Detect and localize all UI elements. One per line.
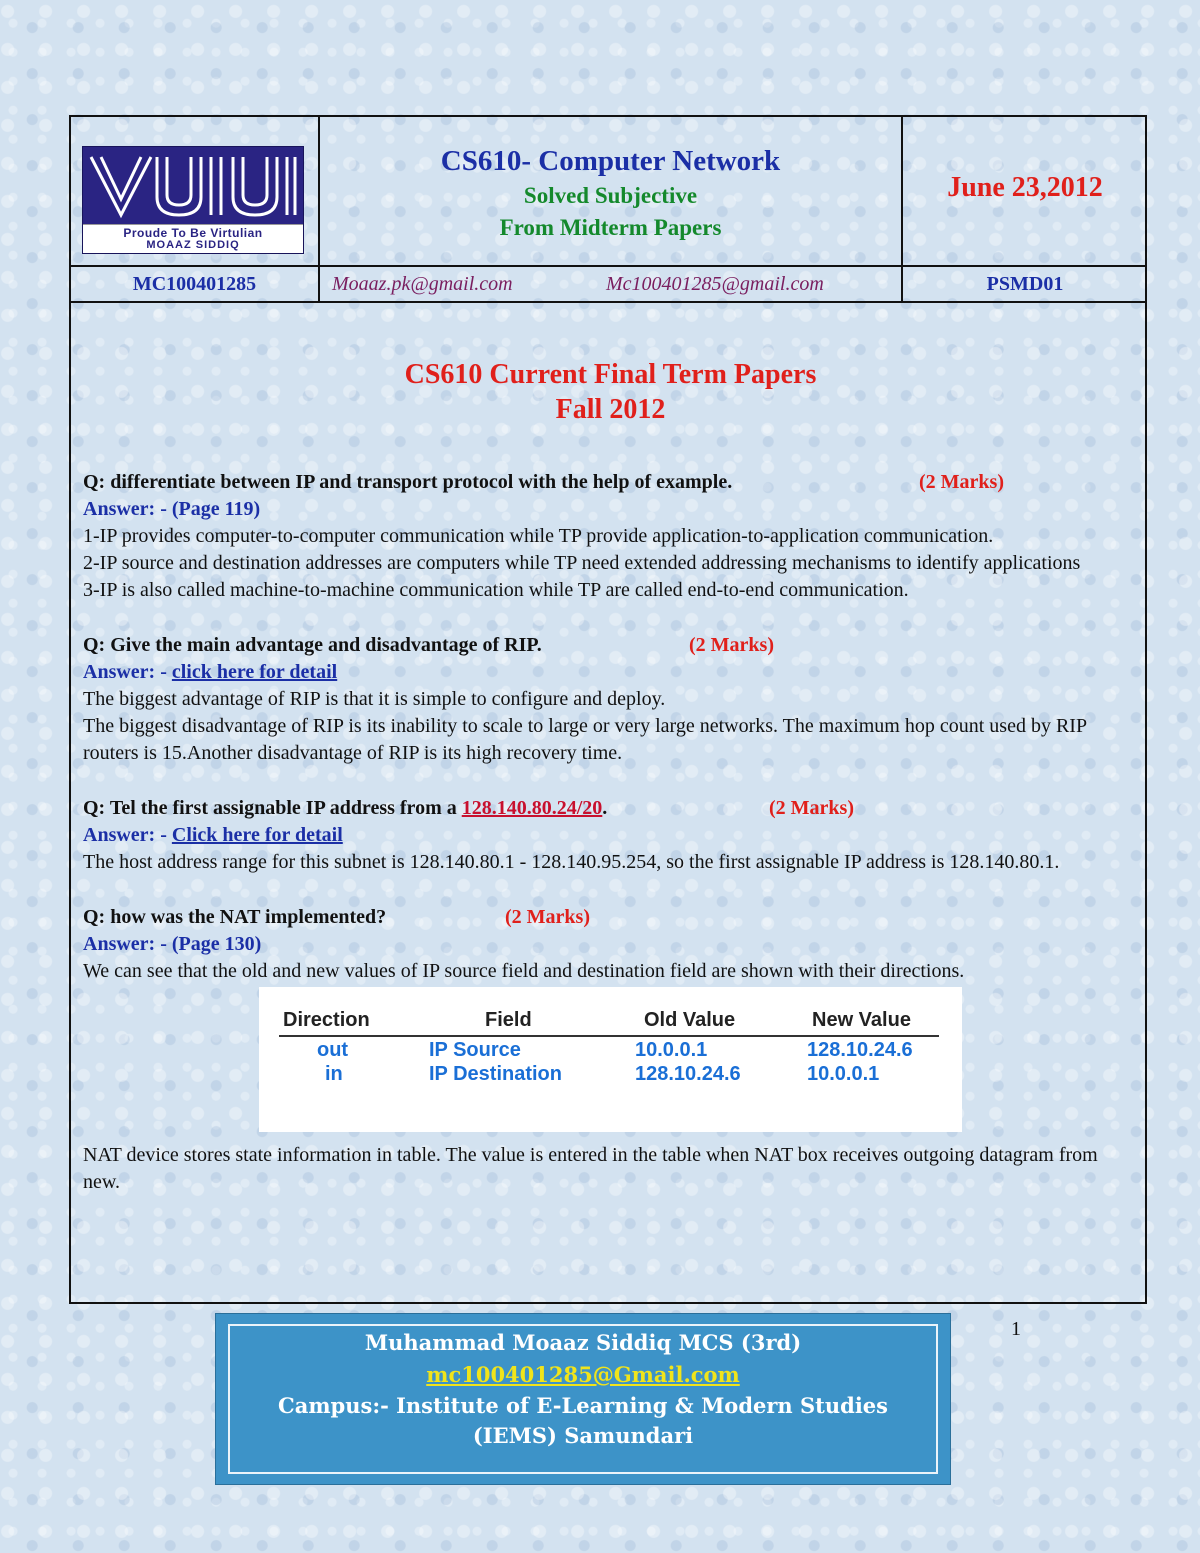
- answer-line: The biggest advantage of RIP is that it is simple to configure and deploy.: [83, 688, 666, 710]
- title-cell: [320, 117, 901, 265]
- detail-link[interactable]: click here for detail: [171, 661, 338, 683]
- nat-cell: 10.0.0.1: [807, 1063, 880, 1085]
- paper-code: PSMD01: [986, 273, 1064, 295]
- info-row: [71, 267, 1145, 303]
- answer-line: The biggest disadvantage of RIP is its inability to scale to large or very large networks. The maximum hop count used by RIP routers is 15.Another disadvantage of RIP is its high recovery time.: [83, 715, 1087, 764]
- answer-prefix: Answer: -: [83, 661, 172, 683]
- question-text: Q: differentiate between IP and transport protocol with the help of example.: [83, 471, 733, 493]
- nat-header-old: Old Value: [644, 1009, 736, 1031]
- email-primary[interactable]: Moaaz.pk@gmail.com: [332, 273, 513, 295]
- email-cell: [320, 267, 901, 301]
- logo-tagline: Proude To Be Virtulian: [123, 226, 263, 240]
- nat-cell: out: [317, 1039, 349, 1061]
- page-number: 1: [1011, 1318, 1021, 1340]
- answer-prefix: Answer: -: [83, 824, 172, 846]
- nat-cell: 128.10.24.6: [807, 1039, 913, 1061]
- subtitle-solved: Solved Subjective: [523, 183, 698, 208]
- detail-link[interactable]: Click here for detail: [171, 824, 343, 846]
- author-footer: [215, 1313, 951, 1485]
- date-cell: [903, 117, 1147, 265]
- answer-line: 2-IP source and destination addresses are computers while TP need extended addressing mechanisms to identify applications: [83, 552, 1081, 574]
- header-row: [71, 117, 1145, 267]
- answer-line: We can see that the old and new values of IP source field and destination field are shown with their directions.: [83, 960, 965, 982]
- answer-line: NAT device stores state information in table. The value is entered in the table when NAT box receives outgoing datagram from new.: [83, 1144, 1098, 1193]
- document-sheet: [69, 115, 1147, 1304]
- nat-header-direction: Direction: [283, 1009, 370, 1031]
- nat-cell: in: [325, 1063, 343, 1085]
- answer-label: [83, 659, 1138, 686]
- vu-logo-mark-icon: [83, 147, 303, 225]
- document-date: June 23,2012: [947, 172, 1103, 203]
- email-secondary[interactable]: Mc100401285@gmail.com: [606, 273, 824, 295]
- answer-line: The host address range for this subnet is 128.140.80.1 - 128.140.95.254, so the first assignable IP address is 128.140.80.1.: [83, 851, 1060, 873]
- page-subheading: Fall 2012: [555, 394, 666, 425]
- answer-label: [83, 822, 1138, 849]
- campus-line: Campus:- Institute of E-Learning & Modern Studies: [278, 1393, 888, 1418]
- course-title: CS610- Computer Network: [440, 145, 781, 177]
- ip-address-link[interactable]: 128.140.80.24/20: [461, 797, 603, 819]
- question-marks: (2 Marks): [505, 906, 590, 928]
- answer-line: 3-IP is also called machine-to-machine communication while TP are called end-to-end communication.: [83, 579, 909, 601]
- question-marks: (2 Marks): [919, 471, 1004, 493]
- main-content: [83, 357, 1138, 1196]
- answer-label: Answer: - (Page 119): [83, 498, 261, 520]
- nat-table-figure: [259, 987, 962, 1132]
- question-4: [83, 904, 1138, 931]
- question-marks: (2 Marks): [689, 634, 774, 656]
- nat-header-rule: [279, 1035, 939, 1037]
- author-name: Muhammad Moaaz Siddiq MCS (3rd): [364, 1330, 802, 1355]
- logo-tagline-band: [83, 224, 303, 253]
- vu-logo: [82, 146, 304, 254]
- subtitle-source: From Midterm Papers: [499, 215, 722, 240]
- nat-cell: IP Destination: [429, 1063, 562, 1085]
- nat-cell: 10.0.0.1: [635, 1039, 708, 1061]
- author-email-link[interactable]: mc100401285@Gmail.com: [426, 1362, 740, 1387]
- question-text: Q: how was the NAT implemented?: [83, 906, 387, 928]
- question-2: [83, 632, 1138, 659]
- answer-label: Answer: - (Page 130): [83, 933, 262, 955]
- page-heading: CS610 Current Final Term Papers: [404, 359, 817, 390]
- question-text: Q: Give the main advantage and disadvantage of RIP.: [83, 634, 542, 656]
- student-id: MC100401285: [132, 273, 257, 295]
- logo-cell: [71, 117, 318, 265]
- nat-cell: IP Source: [429, 1039, 521, 1061]
- question-suffix: .: [602, 797, 608, 819]
- question-marks: (2 Marks): [769, 797, 854, 819]
- logo-author: MOAAZ SIDDIQ: [146, 239, 240, 251]
- question-1: [83, 469, 1138, 496]
- question-text: Q: Tel the first assignable IP address from a: [83, 797, 462, 819]
- campus-location: (IEMS) Samundari: [472, 1423, 694, 1448]
- nat-header-new: New Value: [812, 1009, 911, 1031]
- nat-cell: 128.10.24.6: [635, 1063, 741, 1085]
- nat-header-field: Field: [485, 1009, 532, 1031]
- footer-frame: [228, 1324, 938, 1474]
- question-3: [83, 795, 1138, 822]
- answer-line: 1-IP provides computer-to-computer communication while TP provide application-to-application communication.: [83, 525, 994, 547]
